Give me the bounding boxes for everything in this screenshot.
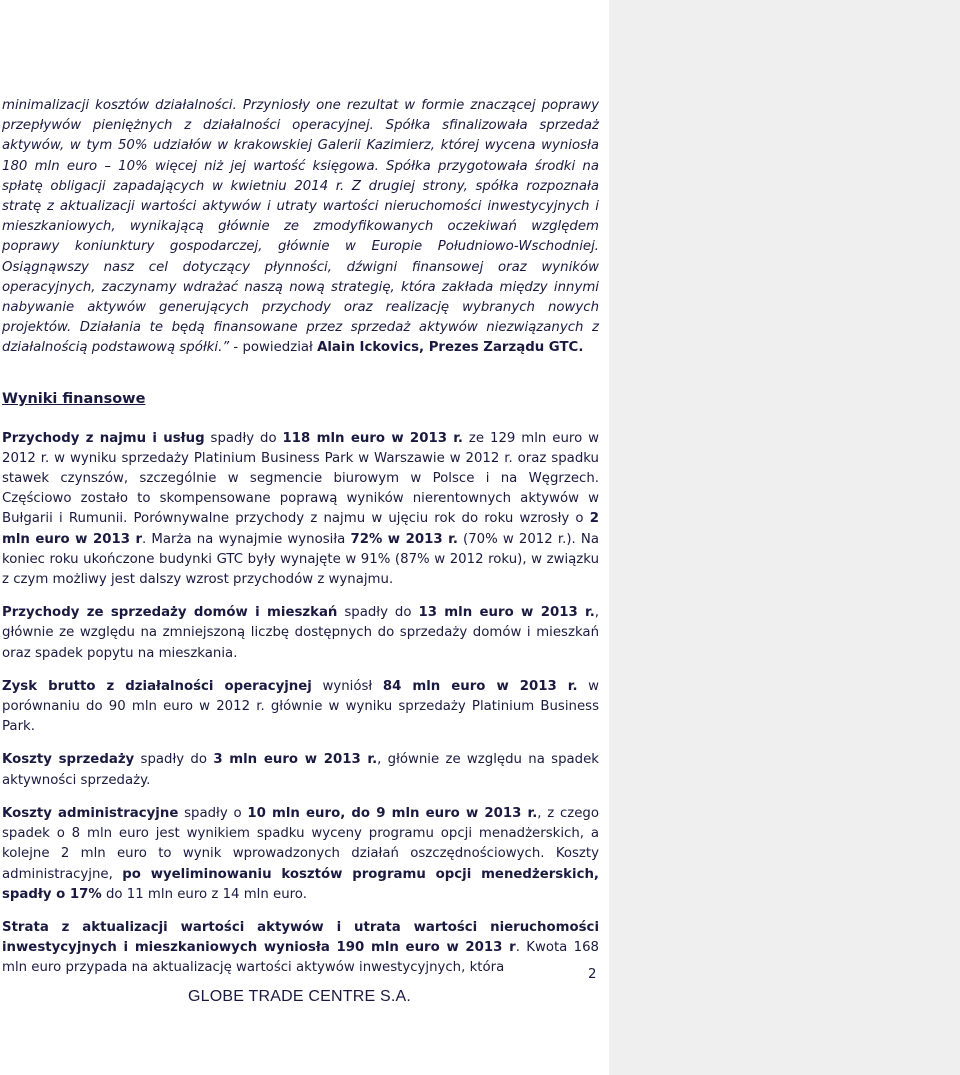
page-number: 2 [588, 967, 597, 982]
text: . Kwota 168 mln euro przypada na aktualizację wartości aktywów inwestycyjnych, która [2, 940, 600, 976]
text: . Marża na wynajmie wynosiła [142, 531, 351, 547]
selling-costs-paragraph [2, 750, 599, 790]
admin-costs-paragraph [2, 804, 599, 905]
impairment-paragraph [2, 918, 599, 979]
bold-text: 118 mln euro w 2013 r. [282, 430, 463, 446]
text: w porównaniu do 90 mln euro w 2012 r. głównie w wyniku sprzedaży Platinium Business Park. [2, 678, 599, 735]
bold-text: 3 mln euro w 2013 r. [213, 752, 378, 768]
text: wyniósł [311, 678, 383, 694]
bold-text: Koszty administracyjne [2, 805, 179, 821]
bold-text: 72% w 2013 r. [350, 531, 458, 547]
text: spadły do [134, 752, 214, 768]
text: spadły do [204, 430, 283, 446]
text: do 11 mln euro z 14 mln euro. [101, 886, 307, 902]
text: spadły do [337, 605, 419, 621]
bold-text: Zysk brutto z działalności operacyjnej [2, 678, 312, 694]
bold-text: Strata z aktualizacji wartości aktywów i utrata wartości nieruchomości inwestycyjnych i mieszkaniowych wyniosła 190 mln euro w 2013 r [2, 919, 599, 956]
text: , z czego spadek o 8 mln euro jest wynikiem spadku wyceny programu opcji menadżerskich, a kolejne 2 mln euro to wynik wprowadzonych działań oszczędnościowych. Koszty administracyjne, [2, 805, 599, 882]
bold-text: 13 mln euro w 2013 r. [418, 605, 595, 621]
intro-attribution: - powiedział [229, 340, 318, 356]
text: , głównie ze względu na spadek aktywności sprzedaży. [2, 752, 599, 788]
bold-text: Przychody z najmu i usług [2, 430, 205, 446]
bold-text: po wyeliminowaniu kosztów programu opcji menedżerskich, spadły o 17% [2, 866, 599, 902]
bold-text: 10 mln euro, do 9 mln euro w 2013 r. [247, 805, 538, 821]
bold-text: Przychody ze sprzedaży domów i mieszkań [2, 605, 338, 621]
revenue-paragraph [2, 429, 599, 591]
residential-paragraph [2, 603, 599, 664]
intro-speaker: Alain Ickovics, Prezes Zarządu GTC. [317, 340, 584, 356]
intro-paragraph [2, 96, 599, 359]
right-margin-panel [609, 0, 960, 1075]
section-heading: Wyniki finansowe [2, 390, 146, 407]
bold-text: Koszty sprzedaży [2, 752, 135, 768]
gross-profit-paragraph [2, 677, 599, 738]
text: ze 129 mln euro w 2012 r. w wyniku sprzedaży Platinium Business Park w Warszawie w 2012 r. oraz spadku stawek czynszów, szczególnie w segmencie biurowym w Polsce i na Węgrzech. Częściowo zostało to skompensowane poprawą wyników nierentownych aktywów w Bułgarii i Rumunii. Porównywalne przychody z najmu w ujęciu rok do roku wzrosły o [2, 430, 599, 527]
footer-company-name: GLOBE TRADE CENTRE S.A. [188, 988, 412, 1005]
text: (70% w 2012 r.). Na koniec roku ukończone budynki GTC były wynajęte w 91% (87% w 2012 roku), w związku z czym możliwy jest dalszy wzrost przychodów z wynajmu. [2, 531, 599, 588]
bold-text: 84 mln euro w 2013 r. [382, 678, 578, 694]
intro-quote: minimalizacji kosztów działalności. Przyniosły one rezultat w formie znaczącej poprawy przepływów pieniężnych z działalności operacyjnej. Spółka sfinalizowała sprzedaż aktywów, w tym 50% udziałów w krakowskiej Galerii Kazimierz, której wycena wyniosła 180 mln euro – 10% więcej niż jej wartość księgowa. Spółka przygotowała środki na spłatę obligacji zapadających w kwietniu 2014 r. Z drugiej strony, spółka rozpoznała stratę z aktualizacji wartości aktywów i utraty wartości nieruchomości inwestycyjnych i mieszkaniowych, wynikającą głównie ze zmodyfikowanych oczekiwań względem poprawy koniunktury gospodarczej, głównie w Europie Południowo-Wschodniej. Osiągnąwszy nasz cel dotyczący płynności, dźwigni finansowej oraz wyników operacyjnych, zaczynamy wdrażać naszą nową strategię, która zakłada między innymi nabywanie aktywów generujących przychody oraz realizację wybranych nowych projektów. Działania te będą finansowane przez sprzedaż aktywów niezwiązanych z działalnością podstawową spółki.” [2, 98, 599, 356]
text: , głównie ze względu na zmniejszoną liczbę dostępnych do sprzedaży domów i mieszkań oraz spadek popytu na mieszkania. [2, 605, 599, 661]
bold-text: 2 mln euro w 2013 r [2, 511, 599, 547]
document-body [2, 96, 599, 979]
text: spadły o [178, 805, 248, 821]
